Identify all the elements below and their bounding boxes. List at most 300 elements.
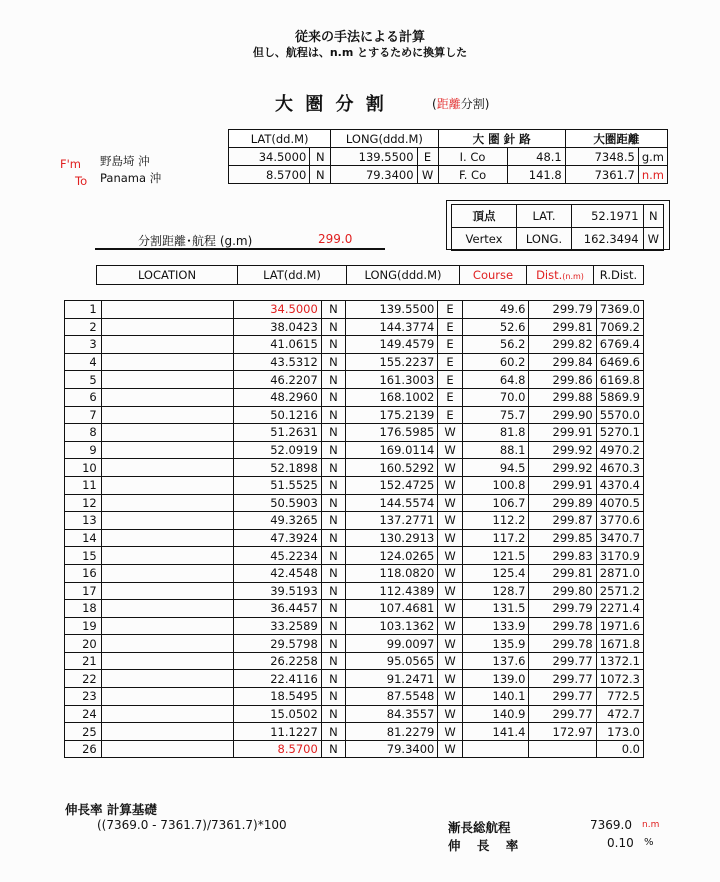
table-cell — [101, 564, 233, 582]
summary-dist-header: 大圏距離 — [565, 130, 667, 148]
table-cell: 173.0 — [596, 723, 643, 741]
table-row — [65, 564, 644, 582]
table-cell — [101, 705, 233, 723]
table-cell: N — [321, 688, 345, 706]
table-row — [65, 600, 644, 618]
table-cell: 38.0423 — [233, 318, 321, 336]
table-cell — [101, 547, 233, 565]
table-cell: N — [321, 301, 345, 319]
table-row — [65, 494, 644, 512]
table-cell: 4370.4 — [596, 476, 643, 494]
table-cell: 81.2279 — [346, 723, 438, 741]
total-unit: n.m — [642, 820, 660, 830]
to-place: Panama 沖 — [100, 171, 162, 185]
table-cell: 100.8 — [462, 476, 529, 494]
split-underline — [95, 248, 385, 250]
table-cell — [101, 512, 233, 530]
table-cell: 52.0919 — [233, 441, 321, 459]
table-row — [65, 424, 644, 442]
table-cell: 95.0565 — [346, 652, 438, 670]
table-cell: 155.2237 — [346, 353, 438, 371]
cell: F. Co — [438, 166, 507, 184]
table-cell: W — [438, 723, 462, 741]
table-cell: 299.83 — [529, 547, 596, 565]
footer-formula: ((7369.0 - 7361.7)/7361.7)*100 — [97, 818, 287, 832]
table-cell — [101, 494, 233, 512]
rate-label: 伸 長 率 — [448, 838, 525, 853]
table-cell: 2571.2 — [596, 582, 643, 600]
cell: 8.5700 — [229, 166, 310, 184]
table-cell: W — [438, 459, 462, 477]
table-cell: 299.77 — [529, 670, 596, 688]
table-cell: N — [321, 740, 345, 758]
table-cell: W — [438, 600, 462, 618]
table-row — [65, 652, 644, 670]
table-cell: W — [438, 635, 462, 653]
table-cell: 112.2 — [462, 512, 529, 530]
table-cell: 141.4 — [462, 723, 529, 741]
table-cell: 49.3265 — [233, 512, 321, 530]
table-cell — [101, 336, 233, 354]
table-cell: 137.2771 — [346, 512, 438, 530]
table-cell: 19 — [65, 617, 102, 635]
col-long: LONG(ddd.M) — [347, 266, 460, 285]
table-cell: 1 — [65, 301, 102, 319]
table-cell: N — [321, 617, 345, 635]
table-cell: 168.1002 — [346, 388, 438, 406]
table-row — [65, 529, 644, 547]
table-cell: N — [321, 670, 345, 688]
table-cell: 5869.9 — [596, 388, 643, 406]
table-cell: 56.2 — [462, 336, 529, 354]
col-lat: LAT(dd.M) — [238, 266, 347, 285]
table-cell: E — [438, 388, 462, 406]
table-cell: 4670.3 — [596, 459, 643, 477]
table-cell: 133.9 — [462, 617, 529, 635]
table-cell: 29.5798 — [233, 635, 321, 653]
cell: 79.3400 — [331, 166, 417, 184]
table-cell: 75.7 — [462, 406, 529, 424]
cell: 139.5500 — [331, 148, 417, 166]
table-cell: 6169.8 — [596, 371, 643, 389]
table-cell — [101, 476, 233, 494]
table-cell: N — [321, 564, 345, 582]
table-cell: 118.0820 — [346, 564, 438, 582]
table-cell: 176.5985 — [346, 424, 438, 442]
table-row — [65, 740, 644, 758]
table-cell: 84.3557 — [346, 705, 438, 723]
table-cell: 21 — [65, 652, 102, 670]
table-cell: 472.7 — [596, 705, 643, 723]
table-cell: W — [438, 529, 462, 547]
table-cell: 299.77 — [529, 652, 596, 670]
table-cell: 33.2589 — [233, 617, 321, 635]
table-row — [65, 705, 644, 723]
table-cell: 22.4116 — [233, 670, 321, 688]
table-cell: 11.1227 — [233, 723, 321, 741]
table-cell: 5 — [65, 371, 102, 389]
table-cell: 42.4548 — [233, 564, 321, 582]
col-course: Course — [460, 266, 527, 285]
table-cell: 8.5700 — [233, 740, 321, 758]
table-cell: 7 — [65, 406, 102, 424]
split-value: 299.0 — [318, 232, 353, 246]
table-cell: 299.91 — [529, 424, 596, 442]
table-cell: 15 — [65, 547, 102, 565]
table-cell: 46.2207 — [233, 371, 321, 389]
table-cell: W — [438, 740, 462, 758]
table-cell: N — [321, 353, 345, 371]
table-cell: 50.1216 — [233, 406, 321, 424]
table-cell: 1072.3 — [596, 670, 643, 688]
table-cell: N — [321, 494, 345, 512]
table-cell: 15.0502 — [233, 705, 321, 723]
table-cell: W — [438, 688, 462, 706]
cell: 34.5000 — [229, 148, 310, 166]
table-cell: N — [321, 336, 345, 354]
table-cell: N — [321, 371, 345, 389]
table-cell: N — [321, 318, 345, 336]
table-cell: W — [438, 652, 462, 670]
footer-title: 伸長率 計算基礎 — [65, 802, 157, 817]
table-cell: 88.1 — [462, 441, 529, 459]
table-row — [65, 336, 644, 354]
table-cell — [101, 723, 233, 741]
table-cell: 50.5903 — [233, 494, 321, 512]
table-row — [65, 617, 644, 635]
table-cell: 2 — [65, 318, 102, 336]
table-cell: 3470.7 — [596, 529, 643, 547]
table-cell: 3 — [65, 336, 102, 354]
table-cell: 130.2913 — [346, 529, 438, 547]
table-cell: W — [438, 582, 462, 600]
table-cell: 160.5292 — [346, 459, 438, 477]
total-label: 漸長総航程 — [448, 820, 511, 835]
table-cell: 17 — [65, 582, 102, 600]
table-cell: 26.2258 — [233, 652, 321, 670]
table-row — [65, 723, 644, 741]
table-cell: 4970.2 — [596, 441, 643, 459]
table-cell — [101, 459, 233, 477]
table-cell — [101, 652, 233, 670]
table-cell: W — [438, 494, 462, 512]
col-rdist: R.Dist. — [594, 266, 644, 285]
table-cell: 117.2 — [462, 529, 529, 547]
table-cell — [101, 441, 233, 459]
table-cell: 0.0 — [596, 740, 643, 758]
table-cell: E — [438, 353, 462, 371]
table-cell: N — [321, 652, 345, 670]
total-value: 7369.0 — [590, 818, 632, 832]
col-location: LOCATION — [97, 266, 238, 285]
table-cell: E — [438, 371, 462, 389]
cell: N — [310, 148, 331, 166]
table-cell: 299.77 — [529, 705, 596, 723]
table-cell: 299.87 — [529, 512, 596, 530]
table-cell: 121.5 — [462, 547, 529, 565]
table-row — [65, 670, 644, 688]
table-cell: 26 — [65, 740, 102, 758]
page-title: 大 圏 分 割 — [275, 94, 387, 115]
table-row — [65, 371, 644, 389]
cell: E — [417, 148, 438, 166]
summary-row-to — [229, 166, 668, 184]
table-cell: 4 — [65, 353, 102, 371]
table-row — [65, 441, 644, 459]
table-cell: 39.5193 — [233, 582, 321, 600]
table-cell: 52.1898 — [233, 459, 321, 477]
table-cell: 299.92 — [529, 459, 596, 477]
table-cell: 139.5500 — [346, 301, 438, 319]
table-cell: 13 — [65, 512, 102, 530]
table-cell: 11 — [65, 476, 102, 494]
table-cell: 87.5548 — [346, 688, 438, 706]
from-tag: F'm — [60, 157, 81, 171]
summary-long-header: LONG(ddd.M) — [331, 130, 438, 148]
table-cell: 299.92 — [529, 441, 596, 459]
table-cell: 5570.0 — [596, 406, 643, 424]
table-cell — [462, 740, 529, 758]
table-cell: E — [438, 318, 462, 336]
table-cell: N — [321, 529, 345, 547]
from-place: 野島埼 沖 — [100, 154, 150, 168]
table-cell: 106.7 — [462, 494, 529, 512]
table-cell: 1671.8 — [596, 635, 643, 653]
table-cell: 299.88 — [529, 388, 596, 406]
table-cell: 137.6 — [462, 652, 529, 670]
table-cell: 299.78 — [529, 617, 596, 635]
table-cell — [101, 688, 233, 706]
cell: 7361.7 — [565, 166, 638, 184]
table-cell: 64.8 — [462, 371, 529, 389]
table-row — [65, 459, 644, 477]
vertex-lat-ns: N — [643, 205, 663, 228]
table-cell: N — [321, 547, 345, 565]
table-cell: 107.4681 — [346, 600, 438, 618]
table-cell: W — [438, 476, 462, 494]
table-row — [65, 547, 644, 565]
table-cell: 152.4725 — [346, 476, 438, 494]
table-cell: 79.3400 — [346, 740, 438, 758]
table-cell: 20 — [65, 635, 102, 653]
table-cell: 140.9 — [462, 705, 529, 723]
table-row — [65, 406, 644, 424]
table-cell: 18.5495 — [233, 688, 321, 706]
table-cell: 12 — [65, 494, 102, 512]
table-cell: N — [321, 635, 345, 653]
table-cell: N — [321, 459, 345, 477]
table-cell: N — [321, 582, 345, 600]
table-cell — [101, 670, 233, 688]
table-cell: W — [438, 441, 462, 459]
table-row — [65, 582, 644, 600]
table-cell: 2871.0 — [596, 564, 643, 582]
table-cell: 4070.5 — [596, 494, 643, 512]
table-cell: 60.2 — [462, 353, 529, 371]
vertex-label-en: Vertex — [452, 228, 517, 251]
table-cell: 2271.4 — [596, 600, 643, 618]
vertex-table — [451, 204, 664, 251]
column-header-table — [96, 265, 644, 285]
table-cell: 299.91 — [529, 476, 596, 494]
table-cell — [101, 635, 233, 653]
cell: N — [310, 166, 331, 184]
table-cell: 103.1362 — [346, 617, 438, 635]
table-cell: 131.5 — [462, 600, 529, 618]
table-cell: 128.7 — [462, 582, 529, 600]
table-cell: 299.81 — [529, 318, 596, 336]
table-cell: N — [321, 512, 345, 530]
table-cell: 299.84 — [529, 353, 596, 371]
table-cell: N — [321, 388, 345, 406]
table-cell: 299.82 — [529, 336, 596, 354]
table-cell: E — [438, 406, 462, 424]
table-cell: 6769.4 — [596, 336, 643, 354]
table-cell: 16 — [65, 564, 102, 582]
to-tag: To — [75, 174, 88, 188]
table-cell: W — [438, 564, 462, 582]
table-cell: 6469.6 — [596, 353, 643, 371]
cell: W — [417, 166, 438, 184]
cell: g.m — [638, 148, 667, 166]
table-cell: 299.79 — [529, 301, 596, 319]
table-cell: 112.4389 — [346, 582, 438, 600]
table-cell: W — [438, 547, 462, 565]
table-cell: N — [321, 406, 345, 424]
table-row — [65, 301, 644, 319]
table-cell: 48.2960 — [233, 388, 321, 406]
table-cell — [101, 371, 233, 389]
table-cell: 175.2139 — [346, 406, 438, 424]
table-cell: 36.4457 — [233, 600, 321, 618]
table-cell: N — [321, 441, 345, 459]
table-cell: 5270.1 — [596, 424, 643, 442]
table-cell: W — [438, 424, 462, 442]
table-cell: 149.4579 — [346, 336, 438, 354]
table-row — [65, 688, 644, 706]
table-cell: 14 — [65, 529, 102, 547]
table-cell: 125.4 — [462, 564, 529, 582]
table-cell: 124.0265 — [346, 547, 438, 565]
table-cell — [101, 740, 233, 758]
col-dist: Dist.(n.m) — [527, 266, 594, 285]
summary-table — [228, 129, 668, 184]
table-cell: 51.2631 — [233, 424, 321, 442]
table-cell: 43.5312 — [233, 353, 321, 371]
split-label: 分割距離･航程 (g.m) — [138, 234, 253, 248]
table-cell: 144.5574 — [346, 494, 438, 512]
table-cell: 51.5525 — [233, 476, 321, 494]
table-row — [65, 635, 644, 653]
table-cell — [101, 406, 233, 424]
header-line-1: 従来の手法による計算 — [294, 30, 425, 45]
table-cell: W — [438, 705, 462, 723]
table-cell: 41.0615 — [233, 336, 321, 354]
table-cell: 9 — [65, 441, 102, 459]
table-cell: 169.0114 — [346, 441, 438, 459]
vertex-long-ew: W — [643, 228, 663, 251]
table-cell — [101, 582, 233, 600]
summary-lat-header: LAT(dd.M) — [229, 130, 331, 148]
table-cell: 7069.2 — [596, 318, 643, 336]
table-cell: 23 — [65, 688, 102, 706]
table-cell — [101, 424, 233, 442]
table-cell: N — [321, 476, 345, 494]
table-cell: 18 — [65, 600, 102, 618]
table-cell: N — [321, 723, 345, 741]
vertex-label-jp: 頂点 — [452, 205, 517, 228]
table-cell — [101, 388, 233, 406]
table-row — [65, 388, 644, 406]
cell: I. Co — [438, 148, 507, 166]
table-cell: 70.0 — [462, 388, 529, 406]
header-line-2: 但し、航程は、n.m とするために換算した — [252, 46, 468, 59]
table-cell: N — [321, 424, 345, 442]
table-cell — [101, 529, 233, 547]
table-cell: 299.90 — [529, 406, 596, 424]
table-cell: 772.5 — [596, 688, 643, 706]
table-cell — [101, 301, 233, 319]
table-cell: 1372.1 — [596, 652, 643, 670]
table-cell: 24 — [65, 705, 102, 723]
table-cell: 299.78 — [529, 635, 596, 653]
table-row — [65, 512, 644, 530]
table-cell: 299.79 — [529, 600, 596, 618]
table-cell: E — [438, 336, 462, 354]
table-cell: 94.5 — [462, 459, 529, 477]
table-cell: 52.6 — [462, 318, 529, 336]
table-row — [65, 353, 644, 371]
table-cell: 144.3774 — [346, 318, 438, 336]
table-cell: E — [438, 301, 462, 319]
table-cell: 81.8 — [462, 424, 529, 442]
cell: 141.8 — [507, 166, 565, 184]
table-cell — [101, 617, 233, 635]
table-cell: 25 — [65, 723, 102, 741]
table-cell — [101, 600, 233, 618]
table-cell: W — [438, 670, 462, 688]
table-cell: 3170.9 — [596, 547, 643, 565]
vertex-lat: 52.1971 — [572, 205, 644, 228]
table-cell: 7369.0 — [596, 301, 643, 319]
vertex-long: 162.3494 — [572, 228, 644, 251]
table-cell: 8 — [65, 424, 102, 442]
rate-unit: % — [644, 837, 654, 848]
summary-course-header: 大 圏 針 路 — [438, 130, 565, 148]
route-table — [64, 300, 644, 758]
table-cell — [101, 353, 233, 371]
table-cell: 91.2471 — [346, 670, 438, 688]
cell: 7348.5 — [565, 148, 638, 166]
table-cell: 161.3003 — [346, 371, 438, 389]
page-subtitle: (距離分割) — [432, 97, 490, 111]
table-cell: 299.81 — [529, 564, 596, 582]
cell: n.m — [638, 166, 667, 184]
table-cell: 22 — [65, 670, 102, 688]
table-cell: 3770.6 — [596, 512, 643, 530]
table-row — [65, 476, 644, 494]
table-cell: 10 — [65, 459, 102, 477]
table-cell: 45.2234 — [233, 547, 321, 565]
table-cell: 6 — [65, 388, 102, 406]
table-cell: 299.77 — [529, 688, 596, 706]
table-cell: 34.5000 — [233, 301, 321, 319]
table-cell: W — [438, 512, 462, 530]
vertex-long-label: LONG. — [517, 228, 572, 251]
table-cell: 172.97 — [529, 723, 596, 741]
table-cell: 99.0097 — [346, 635, 438, 653]
table-cell: 1971.6 — [596, 617, 643, 635]
